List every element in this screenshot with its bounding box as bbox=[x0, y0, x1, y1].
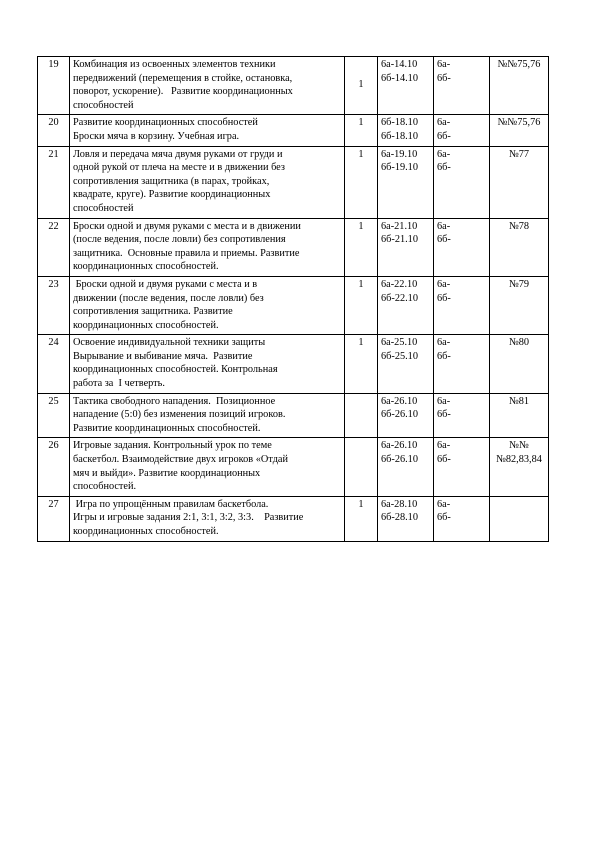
actual-date-line: 6б- bbox=[437, 72, 451, 84]
actual-date bbox=[434, 335, 490, 393]
lesson-hours: 1 bbox=[345, 496, 378, 541]
planned-date-line: 6б-26.10 bbox=[381, 409, 418, 421]
lesson-topic bbox=[70, 496, 345, 541]
planned-date bbox=[378, 218, 434, 276]
planned-date bbox=[378, 335, 434, 393]
lesson-hours: 1 bbox=[345, 276, 378, 334]
topic-line: Освоение индивидуальной техники защиты bbox=[73, 337, 266, 349]
planned-date-line: 6б-21.10 bbox=[381, 234, 418, 246]
lesson-number: 23 bbox=[38, 276, 70, 334]
planned-date-line: 6а-26.10 bbox=[381, 440, 418, 452]
lesson-topic bbox=[70, 438, 345, 496]
planned-date-line: 6а-14.10 bbox=[381, 59, 418, 70]
topic-line: Игры и игровые задания 2:1, 3:1, 3:2, 3:3. Развитие bbox=[73, 512, 304, 524]
actual-date bbox=[434, 496, 490, 541]
lesson-hours: 1 bbox=[345, 115, 378, 146]
planned-date-line: 6а-19.10 bbox=[381, 148, 418, 160]
lesson-number: 22 bbox=[38, 218, 70, 276]
lesson-plan-body bbox=[38, 57, 549, 542]
table-row bbox=[38, 496, 549, 541]
actual-date-line: 6б- bbox=[437, 350, 451, 362]
actual-date-line: 6а- bbox=[437, 148, 451, 160]
lesson-number: 24 bbox=[38, 335, 70, 393]
table-row bbox=[38, 276, 549, 334]
topic-line: способностей bbox=[73, 99, 134, 111]
topic-line: поворот, ускорение). Развитие координационных bbox=[73, 86, 293, 98]
topic-line: Ловля и передача мяча двумя руками от груди и bbox=[73, 148, 283, 160]
topic-line: Броски одной и двумя руками с места и в bbox=[73, 278, 258, 290]
topic-line: Броски мяча в корзину. Учебная игра. bbox=[73, 130, 240, 142]
topic-line: баскетбол. Взаимодействие двух игроков «Отдай bbox=[73, 454, 289, 466]
lesson-hours: 1 bbox=[345, 335, 378, 393]
topic-line: Развитие координационных способностей. bbox=[73, 422, 261, 434]
lesson-number: 20 bbox=[38, 115, 70, 146]
topic-line: Развитие координационных способностей bbox=[73, 117, 258, 129]
topic-line: одной рукой от плеча на месте и в движении без bbox=[73, 162, 285, 174]
actual-date-line: 6а- bbox=[437, 337, 451, 349]
planned-date-line: 6а-25.10 bbox=[381, 337, 418, 349]
table-row bbox=[38, 335, 549, 393]
planned-date bbox=[378, 393, 434, 438]
table-row bbox=[38, 393, 549, 438]
topic-line: координационных способностей. bbox=[73, 319, 219, 331]
planned-date-line: 6б-22.10 bbox=[381, 292, 418, 304]
actual-date-line: 6б- bbox=[437, 130, 451, 142]
actual-date bbox=[434, 57, 490, 115]
planned-date-line: 6б-19.10 bbox=[381, 162, 418, 174]
textbook-reference: №№75,76 bbox=[490, 57, 549, 115]
topic-line: сопротивления защитника. Развитие bbox=[73, 306, 233, 318]
topic-line: нападение (5:0) без изменения позиций игроков. bbox=[73, 409, 286, 421]
textbook-reference: №№ №82,83,84 bbox=[490, 438, 549, 496]
lesson-topic bbox=[70, 115, 345, 146]
textbook-reference: №81 bbox=[490, 393, 549, 438]
lesson-topic bbox=[70, 276, 345, 334]
planned-date-line: 6б-26.10 bbox=[381, 454, 418, 466]
table-row bbox=[38, 146, 549, 218]
actual-date bbox=[434, 276, 490, 334]
actual-date-line: 6а- bbox=[437, 440, 451, 452]
planned-date bbox=[378, 57, 434, 115]
topic-line: работа за I четверть. bbox=[73, 378, 165, 390]
actual-date-line: 6б- bbox=[437, 162, 451, 174]
lesson-hours bbox=[345, 438, 378, 496]
lesson-hours bbox=[345, 393, 378, 438]
planned-date-line: 6б-18.10 bbox=[381, 130, 418, 142]
textbook-reference: №80 bbox=[490, 335, 549, 393]
table-row bbox=[38, 115, 549, 146]
lesson-topic bbox=[70, 335, 345, 393]
topic-line: сопротивления защитника (в парах, тройках, bbox=[73, 175, 270, 187]
lesson-number: 21 bbox=[38, 146, 70, 218]
planned-date-line: 6а-26.10 bbox=[381, 395, 418, 407]
planned-date-line: 6б-28.10 bbox=[381, 512, 418, 524]
textbook-reference bbox=[490, 496, 549, 541]
planned-date bbox=[378, 115, 434, 146]
actual-date-line: 6а- bbox=[437, 117, 451, 129]
lesson-topic bbox=[70, 218, 345, 276]
actual-date-line: 6а- bbox=[437, 278, 451, 290]
table-row bbox=[38, 438, 549, 496]
table-row bbox=[38, 218, 549, 276]
planned-date-line: 6а-21.10 bbox=[381, 220, 418, 232]
textbook-reference: №77 bbox=[490, 146, 549, 218]
planned-date bbox=[378, 146, 434, 218]
planned-date-line: 6б-14.10 bbox=[381, 72, 418, 84]
lesson-number: 25 bbox=[38, 393, 70, 438]
planned-date bbox=[378, 438, 434, 496]
topic-line: передвижений (перемещения в стойке, остановка, bbox=[73, 72, 293, 84]
actual-date-line: 6б- bbox=[437, 454, 451, 466]
actual-date-line: 6а- bbox=[437, 395, 451, 407]
lesson-hours: 1 bbox=[345, 146, 378, 218]
actual-date-line: 6б- bbox=[437, 234, 451, 246]
topic-line: координационных способностей. bbox=[73, 261, 219, 273]
actual-date bbox=[434, 218, 490, 276]
topic-line: Вырывание и выбивание мяча. Развитие bbox=[73, 350, 253, 362]
actual-date-line: 6а- bbox=[437, 498, 451, 510]
table-row bbox=[38, 57, 549, 115]
topic-line: Комбинация из освоенных элементов техники bbox=[73, 59, 276, 70]
lesson-topic bbox=[70, 57, 345, 115]
topic-line: (после ведения, после ловли) без сопротивления bbox=[73, 234, 286, 246]
lesson-topic bbox=[70, 146, 345, 218]
planned-date bbox=[378, 496, 434, 541]
actual-date bbox=[434, 393, 490, 438]
topic-line: Броски одной и двумя руками с места и в движении bbox=[73, 220, 301, 232]
topic-line: квадрате, круге). Развитие координационных bbox=[73, 189, 271, 201]
planned-date-line: 6б-25.10 bbox=[381, 350, 418, 362]
planned-date-line: 6б-18.10 bbox=[381, 117, 418, 129]
lesson-number: 19 bbox=[38, 57, 70, 115]
actual-date bbox=[434, 115, 490, 146]
actual-date-line: 6б- bbox=[437, 409, 451, 421]
topic-line: защитника. Основные правила и приемы. Развитие bbox=[73, 247, 300, 259]
lesson-plan-table bbox=[37, 56, 549, 542]
lesson-hours: 1 bbox=[345, 57, 378, 115]
topic-line: Игровые задания. Контрольный урок по теме bbox=[73, 440, 272, 452]
actual-date bbox=[434, 438, 490, 496]
textbook-reference: №79 bbox=[490, 276, 549, 334]
lesson-hours: 1 bbox=[345, 218, 378, 276]
topic-line: мяч и выйди». Развитие координационных bbox=[73, 467, 261, 479]
planned-date bbox=[378, 276, 434, 334]
topic-line: координационных способностей. Контрольная bbox=[73, 364, 278, 376]
actual-date-line: 6а- bbox=[437, 220, 451, 232]
planned-date-line: 6а-28.10 bbox=[381, 498, 418, 510]
planned-date-line: 6а-22.10 bbox=[381, 278, 418, 290]
actual-date bbox=[434, 146, 490, 218]
topic-line: координационных способностей. bbox=[73, 526, 219, 537]
lesson-topic bbox=[70, 393, 345, 438]
lesson-number: 26 bbox=[38, 438, 70, 496]
actual-date-line: 6б- bbox=[437, 292, 451, 304]
topic-line: способностей. bbox=[73, 481, 137, 493]
textbook-reference: №78 bbox=[490, 218, 549, 276]
actual-date-line: 6а- bbox=[437, 59, 451, 70]
topic-line: Тактика свободного нападения. Позиционное bbox=[73, 395, 276, 407]
lesson-number: 27 bbox=[38, 496, 70, 541]
actual-date-line: 6б- bbox=[437, 512, 451, 524]
topic-line: Игра по упрощённым правилам баскетбола. bbox=[73, 498, 269, 510]
textbook-reference: №№75,76 bbox=[490, 115, 549, 146]
topic-line: способностей bbox=[73, 202, 134, 214]
topic-line: движении (после ведения, после ловли) без bbox=[73, 292, 264, 304]
